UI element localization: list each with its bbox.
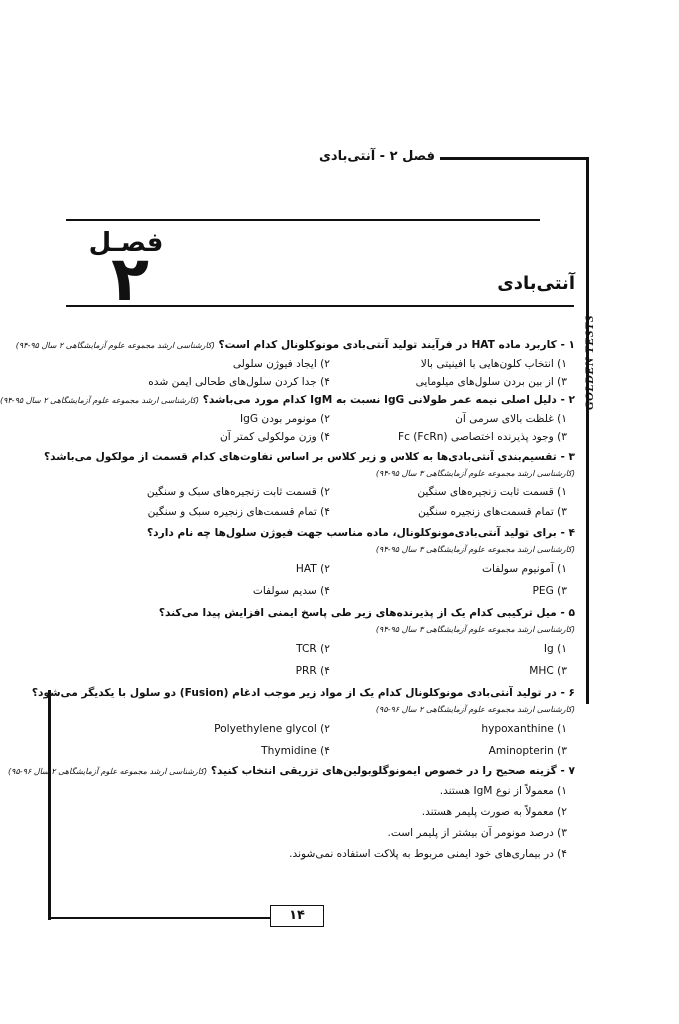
left-frame-line	[48, 690, 51, 920]
option-1: ۱) hypoxanthine	[481, 723, 567, 735]
question-stem: ۴ - برای تولید آنتی‌بادی‌مونوکلونال، ماده مناسب جهت فیوژن سلول‌ها چه نام دارد؟	[147, 527, 575, 539]
option-4: ۴) سدیم سولفات	[252, 585, 330, 597]
question-stem: ۲ - دلیل اصلی نیمه عمر طولانی IgG نسبت به IgM کدام مورد می‌باشد؟	[202, 394, 575, 406]
option-3: ۳) Aminopterin	[488, 745, 567, 757]
option-3: ۳) وجود پذیرنده اختصاصی Fc (FcRn)	[398, 431, 567, 443]
option-4: ۴) در بیماری‌های خود ایمنی مربوط به پلاکت استفاده نمی‌شوند.	[289, 848, 567, 860]
question-2	[0, 391, 575, 446]
question-source: (کارشناسی ارشد مجموعه علوم آزمایشگاهی ۲ سال ۹۶-۹۵)	[8, 767, 208, 776]
option-2: ۲) TCR	[296, 643, 330, 655]
option-2: ۲) HAT	[295, 563, 330, 575]
question-stem: ۱ - کاربرد ماده HAT در فرآیند تولید آنتی‌بادی مونوکلونال کدام است؟	[218, 339, 575, 351]
option-4: ۴) PRR	[295, 665, 330, 677]
option-4: ۴) Thymidine	[261, 745, 330, 757]
question-stem: ۶ - در تولید آنتی‌بادی مونوکلونال کدام یک از مواد زیر موجب ادغام (Fusion) دو سلول با یکدیگر می‌شود؟	[31, 687, 575, 699]
option-3: ۳) MHC	[529, 665, 567, 677]
option-2: ۲) مونومر بودن IgG	[239, 413, 330, 425]
option-3: ۳) از بین بردن سلول‌های میلومایی	[415, 376, 567, 388]
option-4: ۴) جدا کردن سلول‌های طحالی ایمن شده	[148, 376, 330, 388]
question-1	[15, 336, 575, 391]
golden-tests-label: GOLDEN TESTS	[582, 314, 596, 410]
option-1: ۱) غلظت بالای سرمی آن	[455, 413, 567, 425]
option-3: ۳) PEG	[532, 585, 567, 597]
option-1: ۱) معمولاً از نوع IgM هستند.	[439, 785, 567, 797]
option-2: ۲) Polyethylene glycol	[214, 723, 330, 735]
option-3: ۳) درصد مونومر آن بیشتر از پلیمر است.	[387, 827, 567, 839]
chapter-word: فصـل	[88, 228, 164, 258]
footer-rule	[48, 917, 270, 919]
option-2: ۲) قسمت ثابت زنجیره‌های سبک و سنگین	[146, 486, 330, 498]
option-1: ۱) آمونیوم سولفات	[482, 563, 567, 575]
question-6	[31, 684, 575, 762]
question-stem: ۷ - گزینه صحیح را در خصوص ایمونوگلوبولین‌های تزریقی انتخاب کنید؟	[210, 765, 575, 777]
option-3: ۳) تمام قسمت‌های زنجیره سنگین	[418, 506, 567, 518]
option-1: ۱) Ig	[543, 643, 567, 655]
question-source: (کارشناسی ارشد مجموعه علوم آزمایشگاهی ۲ سال ۹۵-۹۴)	[0, 396, 200, 405]
option-1: ۱) انتخاب کلون‌هایی با افینیتی بالا	[420, 358, 567, 370]
option-2: ۲) ایجاد فیوژن سلولی	[232, 358, 330, 370]
question-4	[60, 524, 575, 602]
option-4: ۴) وزن مولکولی کمتر آن	[219, 431, 330, 443]
question-source: (کارشناسی ارشد مجموعه علوم آزمایشگاهی ۲ سال ۹۵-۹۴)	[15, 341, 215, 350]
question-source: (کارشناسی ارشد مجموعه علوم آزمایشگاهی ۳ سال ۹۵-۹۴)	[375, 625, 575, 634]
header-rule	[440, 157, 588, 160]
question-3	[44, 448, 575, 522]
question-source: (کارشناسی ارشد مجموعه علوم آزمایشگاهی ۳ سال ۹۵-۹۴)	[375, 469, 575, 478]
question-stem: ۳ - تقسیم‌بندی آنتی‌بادی‌ها به کلاس و زیر کلاس بر اساس تفاوت‌های کدام قسمت از مولکول می‌باشد؟	[44, 451, 575, 463]
chapter-top-rule	[66, 219, 540, 221]
right-frame-line	[586, 157, 589, 704]
question-7	[8, 762, 575, 865]
option-1: ۱) قسمت ثابت زنجیره‌های سنگین	[417, 486, 567, 498]
question-source: (کارشناسی ارشد مجموعه علوم آزمایشگاهی ۳ سال ۹۵-۹۴)	[375, 545, 575, 554]
chapter-header: فصل ۲ - آنتی‌بادی	[319, 149, 435, 164]
question-source: (کارشناسی ارشد مجموعه علوم آزمایشگاهی ۲ سال ۹۶-۹۵)	[375, 705, 575, 714]
chapter-number: ۲	[111, 242, 149, 315]
option-2: ۲) معمولاً به صورت پلیمر هستند.	[421, 806, 567, 818]
questions-list	[0, 336, 575, 865]
question-stem: ۵ - میل ترکیبی کدام یک از پذیرنده‌های زیر طی پاسخ ایمنی افزایش پیدا می‌کند؟	[158, 607, 575, 619]
question-5	[60, 604, 575, 682]
page-number: ۱۴	[270, 905, 324, 927]
option-4: ۴) تمام قسمت‌های زنجیره سبک و سنگین	[147, 506, 330, 518]
chapter-title: آنتی‌بادی	[497, 273, 575, 294]
